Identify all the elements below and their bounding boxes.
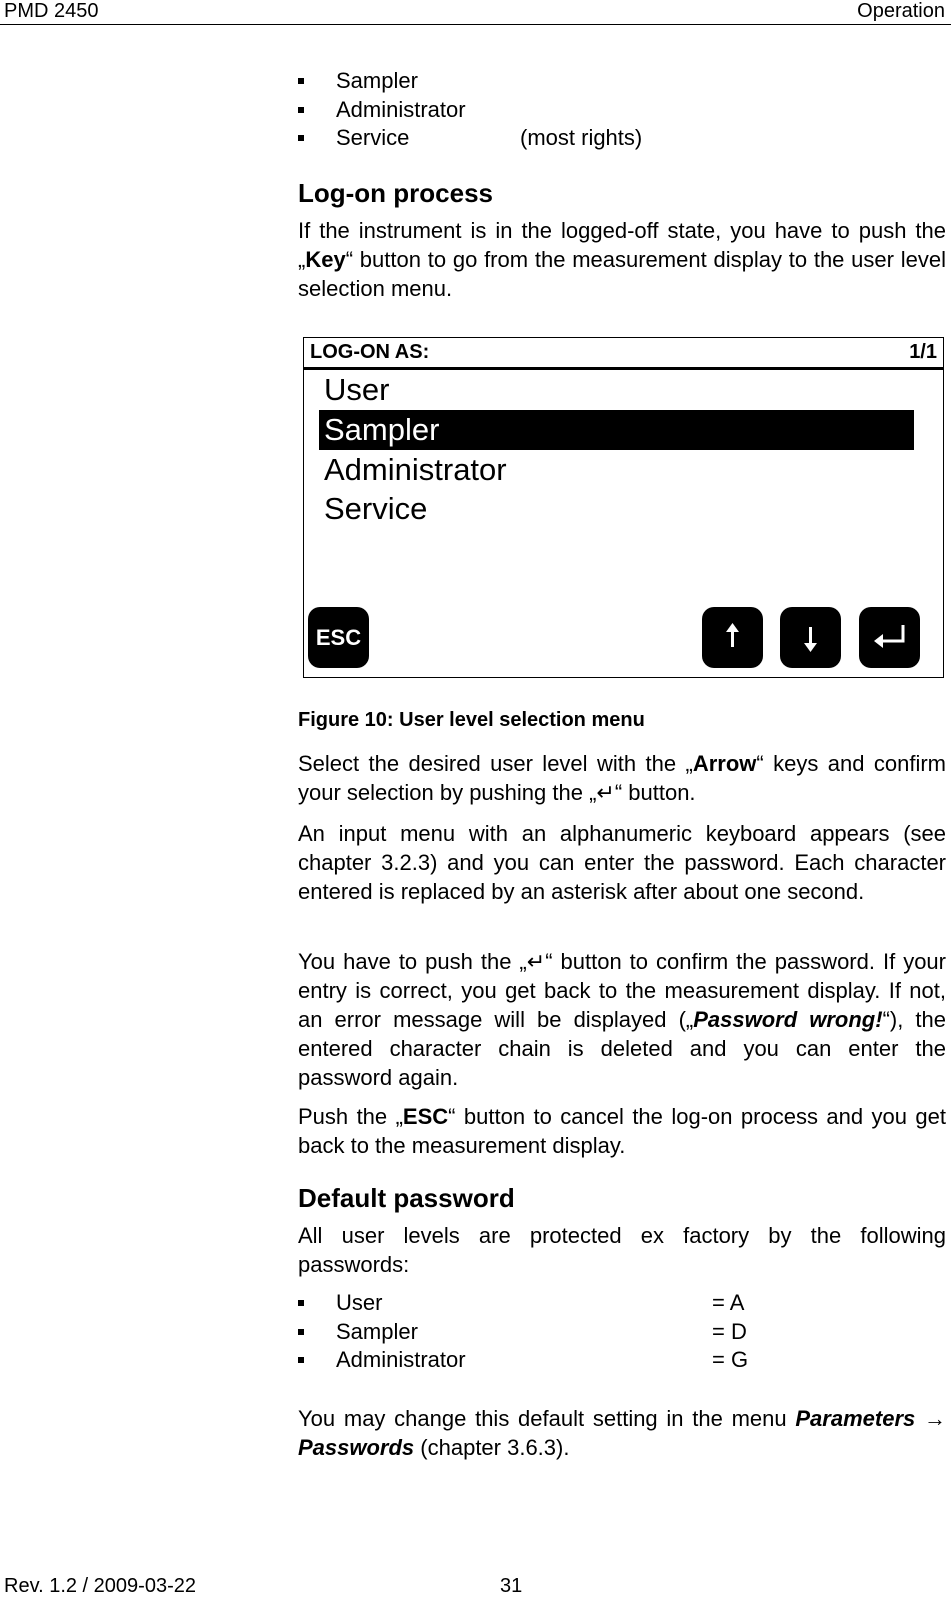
down-button[interactable]: [780, 607, 841, 668]
arrow-down-icon: [780, 607, 841, 668]
bullet-icon: [298, 1329, 304, 1335]
enter-icon: [859, 607, 920, 668]
password-admin-value: = G: [712, 1347, 749, 1372]
bullet-icon: [298, 78, 304, 84]
list-item-note: (most rights): [520, 125, 643, 150]
up-button[interactable]: [702, 607, 763, 668]
list-item-label: Service: [336, 125, 410, 150]
default-password-intro: All user levels are protected ex factory by the following passwords:: [298, 1223, 946, 1277]
confirm-paragraph: [298, 947, 946, 1092]
default-password-heading: Default password: [298, 1183, 515, 1213]
key-button-ref: Key: [305, 247, 346, 272]
password-sampler-label: Sampler: [336, 1319, 418, 1344]
screen-title-bar: [304, 338, 943, 370]
menu-path-ref: Parameters → Passwords: [298, 1406, 946, 1460]
menu-item-user[interactable]: User: [324, 372, 390, 407]
page-number: 31: [500, 1575, 523, 1597]
enter-button[interactable]: [859, 607, 920, 668]
menu-item-sampler[interactable]: Sampler: [319, 410, 914, 450]
header-doc-title: PMD 2450: [4, 0, 99, 22]
list-item-label: Sampler: [336, 68, 418, 93]
arrow-keys-ref: Arrow: [692, 751, 757, 776]
text-run: “), the entered character chain is deleted and you can enter the password again.: [298, 1007, 946, 1090]
password-sampler-value: = D: [712, 1319, 747, 1344]
header-rule: [0, 24, 951, 25]
bullet-icon: [298, 1300, 304, 1306]
arrow-up-icon: [702, 607, 763, 668]
logon-heading: Log-on process: [298, 178, 494, 208]
text-run: If the instrument is in the logged-off state, you have to push the „: [298, 218, 946, 272]
text-run: “ button to go from the measurement display to the user level selection menu.: [298, 247, 946, 301]
esc-button[interactable]: ESC: [308, 607, 369, 668]
error-message-ref: Password wrong!: [693, 1007, 883, 1032]
menu-item-administrator[interactable]: Administrator: [324, 452, 507, 487]
footer-revision: Rev. 1.2 / 2009-03-22: [4, 1575, 196, 1597]
text-run: You may change this default setting in the menu: [298, 1406, 796, 1431]
bullet-icon: [298, 107, 304, 113]
text-run: “ button to cancel the log-on process and you get back to the measurement display.: [298, 1104, 946, 1158]
text-run: Push the „: [298, 1104, 403, 1129]
text-run: “ keys and confirm your selection by pushing the „↵“ button.: [298, 751, 946, 805]
screen-page-indicator: 1/1: [909, 341, 937, 363]
password-admin-label: Administrator: [336, 1347, 466, 1372]
logon-screen-figure: [303, 337, 944, 678]
text-run: Select the desired user level with the „: [298, 751, 693, 776]
esc-paragraph: [298, 1102, 946, 1160]
figure-caption: Figure 10: User level selection menu: [298, 709, 645, 731]
password-user-label: User: [336, 1290, 383, 1315]
bullet-icon: [298, 1357, 304, 1363]
input-paragraph: An input menu with an alphanumeric keyboard appears (see chapter 3.2.3) and you can enter the password. Each character entered is replaced by an asterisk after about one second.: [298, 821, 946, 904]
header-section: Operation: [857, 0, 945, 22]
esc-button-ref: ESC: [402, 1104, 449, 1129]
screen-title: LOG-ON AS:: [310, 341, 430, 363]
logon-paragraph: [298, 216, 946, 303]
list-item-label: Administrator: [336, 97, 466, 122]
change-setting-paragraph: [298, 1404, 946, 1462]
bullet-icon: [298, 135, 304, 141]
text-run: (chapter 3.6.3).: [414, 1435, 570, 1460]
text-run: You have to push the „↵“ button to confirm the password. If your entry is correct, you get back to the measurement display. If not, an error message will be displayed („: [298, 949, 946, 1032]
select-paragraph: [298, 749, 946, 807]
menu-item-service[interactable]: Service: [324, 491, 428, 526]
password-user-value: = A: [712, 1290, 745, 1315]
